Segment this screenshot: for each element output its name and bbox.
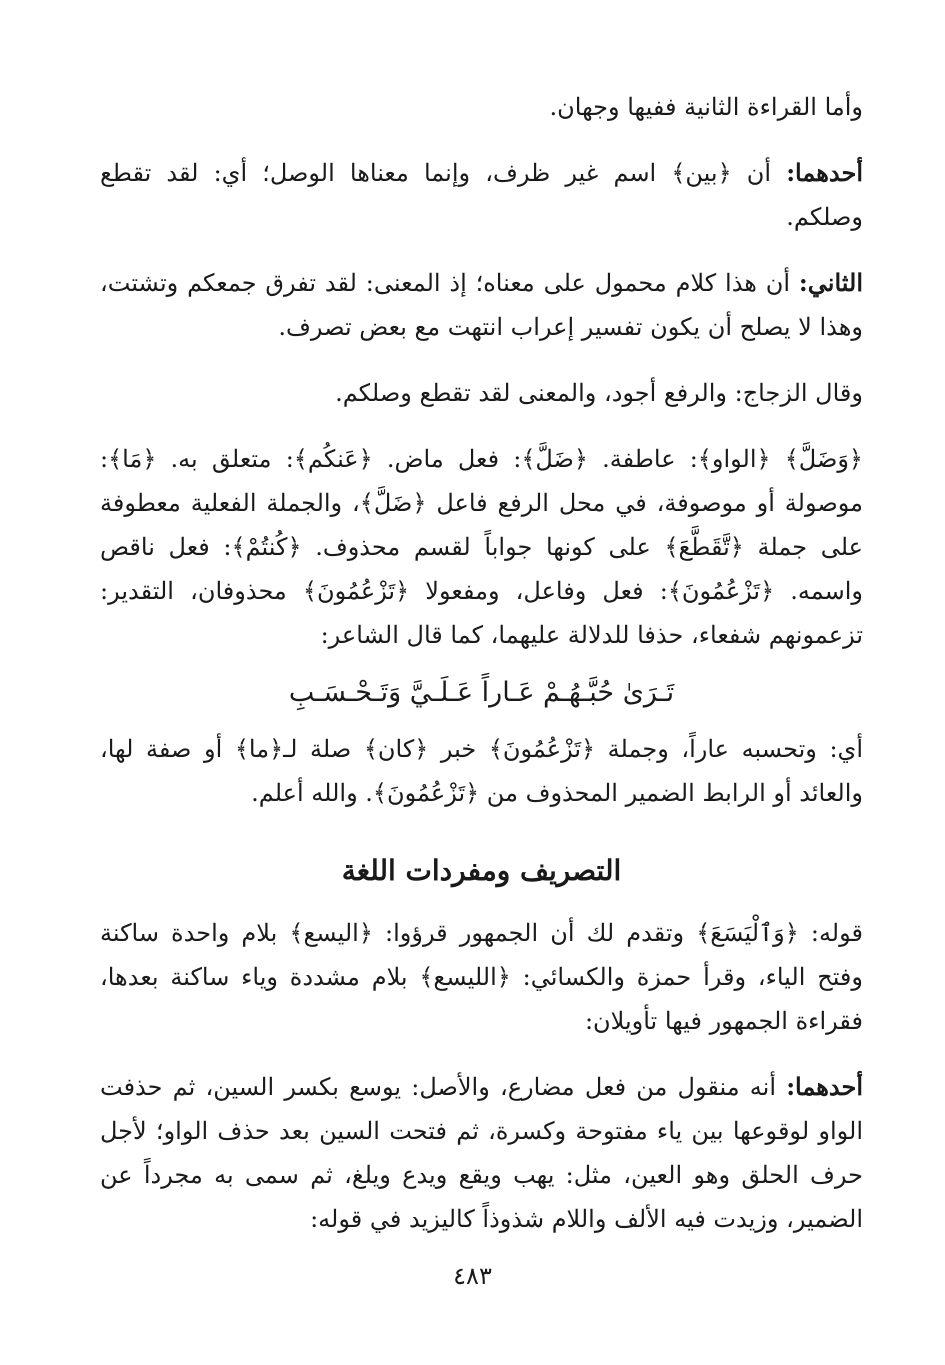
paragraph-second-reading xyxy=(100,261,863,349)
paragraph-zajjaj xyxy=(100,371,863,415)
paragraph-yasa xyxy=(100,911,863,1043)
paragraph-intro xyxy=(100,85,863,129)
page-number: ٤٨٣ xyxy=(453,1262,492,1290)
section-heading: التصريف ومفردات اللغة xyxy=(341,854,622,887)
paragraph-grammar-text: ﴿وَضَلَّ﴾ ﴿الواو﴾: عاطفة. ﴿ضَلَّ﴾: فعل ماض. ﴿عَنكُم﴾: متعلق به. ﴿مَا﴾: موصولة أو موصوفة، في محل الرفع فاعل ﴿ضَلَّ﴾، والجملة الفعلية معطوفة على جملة ﴿تَّقَطَّعَ﴾ على كونها جواباً لقسم محذوف. ﴿كُنتُمْ﴾: فعل ناقص واسمه. ﴿تَزْعُمُونَ﴾: فعل وفاعل، ومفعولا ﴿تَزْعُمُونَ﴾ محذوفان، التقدير: تزعمونهم شفعاء، حذفا للدلالة عليهما، كما قال الشاعر: xyxy=(100,445,863,649)
paragraph-explanation-text: أي: وتحسبه عاراً، وجملة ﴿تَزْعُمُونَ﴾ خبر ﴿كان﴾ صلة لـ﴿ما﴾ أو صفة لها، والعائد أو الرابط الضمير المحذوف من ﴿تَزْعُمُونَ﴾. والله أعلم. xyxy=(100,735,864,807)
paragraph-first-interpretation xyxy=(100,1065,863,1241)
paragraph-grammar xyxy=(100,437,863,657)
paragraph-second-reading-text: أن هذا كلام محمول على معناه؛ إذ المعنى: لقد تفرق جمعكم وتشتت، وهذا لا يصلح أن يكون تفسير إعراب انتهت مع بعض تصرف. xyxy=(100,269,863,341)
poetry-verse: تَـرَىٰ حُبَّـهُـمْ عَـاراً عَـلَـيَّ وَتَـحْـسَـبِ xyxy=(288,677,675,708)
paragraph-first-reading-text: أن ﴿بين﴾ اسم غير ظرف، وإنما معناها الوصل؛ أي: لقد تقطع وصلكم. xyxy=(100,159,863,231)
paragraph-first-reading xyxy=(100,151,863,239)
paragraph-explanation xyxy=(100,727,863,815)
paragraph-first-interpretation-text: أنه منقول من فعل مضارع، والأصل: يوسع بكسر السين، ثم حذفت الواو لوقوعها بين ياء مفتوحة وكسرة، ثم فتحت السين بعد حذف الواو؛ لأجل حرف الحلق وهو العين، مثل: يهب ويقع ويدع ويلغ، ثم سمى به مجرداً عن الضمير، وزيدت فيه الألف واللام شذوذاً كاليزيد في قوله: xyxy=(100,1073,863,1233)
lead-label-first-interpretation: أحدهما: xyxy=(786,1072,863,1101)
lead-label-second: الثاني: xyxy=(798,268,863,297)
lead-label-first: أحدهما: xyxy=(786,158,863,187)
paragraph-yasa-text: قوله: ﴿وَٱلْيَسَعَ﴾ وتقدم لك أن الجمهور قرؤوا: ﴿اليسع﴾ بلام واحدة ساكنة وفتح الياء، وقرأ حمزة والكسائي: ﴿الليسع﴾ بلام مشددة وياء ساكنة بعدها، فقراءة الجمهور فيها تأويلان: xyxy=(100,919,863,1035)
paragraph-zajjaj-text: وقال الزجاج: والرفع أجود، والمعنى لقد تقطع وصلكم. xyxy=(335,379,863,407)
paragraph-intro-text: وأما القراءة الثانية ففيها وجهان. xyxy=(549,93,863,121)
